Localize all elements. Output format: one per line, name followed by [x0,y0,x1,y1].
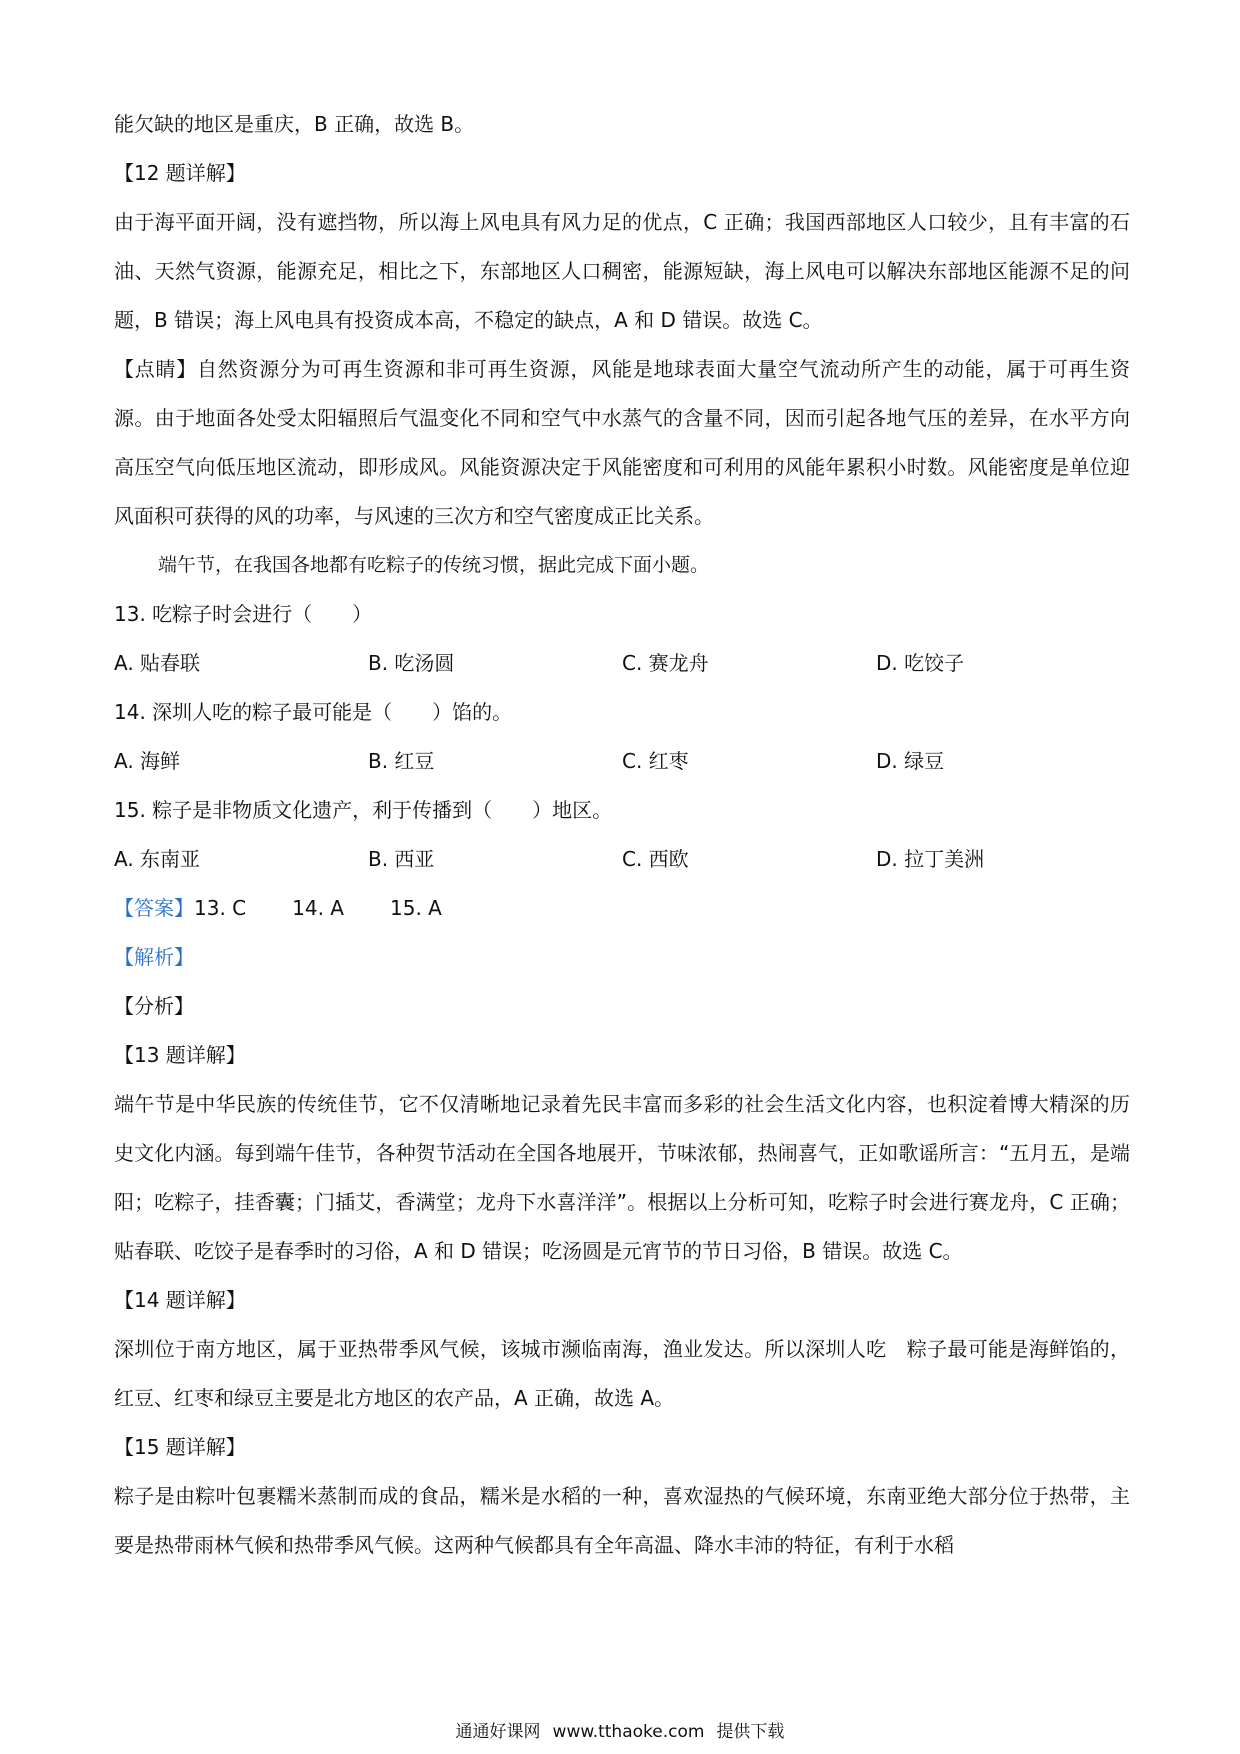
option: B. 西亚 [368,847,435,871]
answer-item: 13. C [194,896,247,920]
analysis-label: 【解析】 [114,945,194,969]
section-heading: 【14 题详解】 [114,1288,246,1312]
section-heading: 【13 题详解】 [114,1043,246,1067]
answer-line [114,884,1130,933]
footer-url[interactable]: www.tthaoke.com [552,1722,705,1742]
question-stem: 15. 粽子是非物质文化遗产，利于传播到（ ）地区。 [114,798,613,822]
option: A. 贴春联 [114,651,201,675]
page-content [114,100,1130,1570]
option: A. 海鲜 [114,749,181,773]
fenxi-label: 【分析】 [114,994,194,1018]
section-heading: 【12 题详解】 [114,161,246,185]
paragraph: 深圳位于南方地区，属于亚热带季风气候，该城市濒临南海，渔业发达。所以深圳人吃 粽子最可能是海鲜馅的，红豆、红枣和绿豆主要是北方地区的农产品，A 正确，故选 A。 [114,1337,1130,1410]
section-heading: 【15 题详解】 [114,1435,246,1459]
option: D. 吃饺子 [876,651,965,675]
answer-item: 15. A [390,896,442,920]
option: C. 西欧 [622,847,689,871]
question-stem: 13. 吃粽子时会进行（ ） [114,602,373,626]
paragraph: 由于海平面开阔，没有遮挡物，所以海上风电具有风力足的优点，C 正确；我国西部地区人口较少，且有丰富的石油、天然气资源，能源充足，相比之下，东部地区人口稠密，能源短缺，海上风电可以解决东部地区能源不足的问题，B 错误；海上风电具有投资成本高，不稳定的缺点，A 和 D 错误。故选 C。 [114,210,1130,332]
option-row [114,835,1130,884]
option: A. 东南亚 [114,847,201,871]
option: B. 红豆 [368,749,435,773]
footer-action: 提供下载 [716,1722,785,1742]
option: C. 红枣 [622,749,689,773]
option-row [114,639,1130,688]
text-line: 能欠缺的地区是重庆，B 正确，故选 B。 [114,112,475,136]
option: C. 赛龙舟 [622,651,709,675]
page-footer [0,1717,1240,1742]
question-stem: 14. 深圳人吃的粽子最可能是（ ）馅的。 [114,700,513,724]
paragraph: 粽子是由粽叶包裹糯米蒸制而成的食品，糯米是水稻的一种，喜欢湿热的气候环境，东南亚绝大部分位于热带，主要是热带雨林气候和热带季风气候。这两种气候都具有全年高温、降水丰沛的特征，有利于水稻 [114,1484,1130,1557]
option: D. 拉丁美洲 [876,847,985,871]
paragraph: 端午节是中华民族的传统佳节，它不仅清晰地记录着先民丰富而多彩的社会生活文化内容，也积淀着博大精深的历史文化内涵。每到端午佳节，各种贺节活动在全国各地展开，节味浓郁，热闹喜气，正如歌谣所言：“五月五，是端阳；吃粽子，挂香囊；门插艾，香满堂；龙舟下水喜洋洋”。根据以上分析可知，吃粽子时会进行赛龙舟，C 正确；贴春联、吃饺子是春季时的习俗，A 和 D 错误；吃汤圆是元宵节的节日习俗，B 错误。故选 C。 [114,1092,1130,1263]
option: D. 绿豆 [876,749,945,773]
option-row [114,737,1130,786]
answer-label: 【答案】 [114,896,194,920]
option: B. 吃汤圆 [368,651,455,675]
footer-site-name: 通通好课网 [455,1722,541,1742]
question-intro: 端午节，在我国各地都有吃粽子的传统习惯，据此完成下面小题。 [158,554,710,576]
answer-item: 14. A [292,896,344,920]
tip-paragraph: 【点睛】自然资源分为可再生资源和非可再生资源，风能是地球表面大量空气流动所产生的动能，属于可再生资源。由于地面各处受太阳辐照后气温变化不同和空气中水蒸气的含量不同，因而引起各地气压的差异，在水平方向高压空气向低压地区流动，即形成风。风能资源决定于风能密度和可利用的风能年累积小时数。风能密度是单位迎风面积可获得的风的功率，与风速的三次方和空气密度成正比关系。 [114,357,1130,528]
